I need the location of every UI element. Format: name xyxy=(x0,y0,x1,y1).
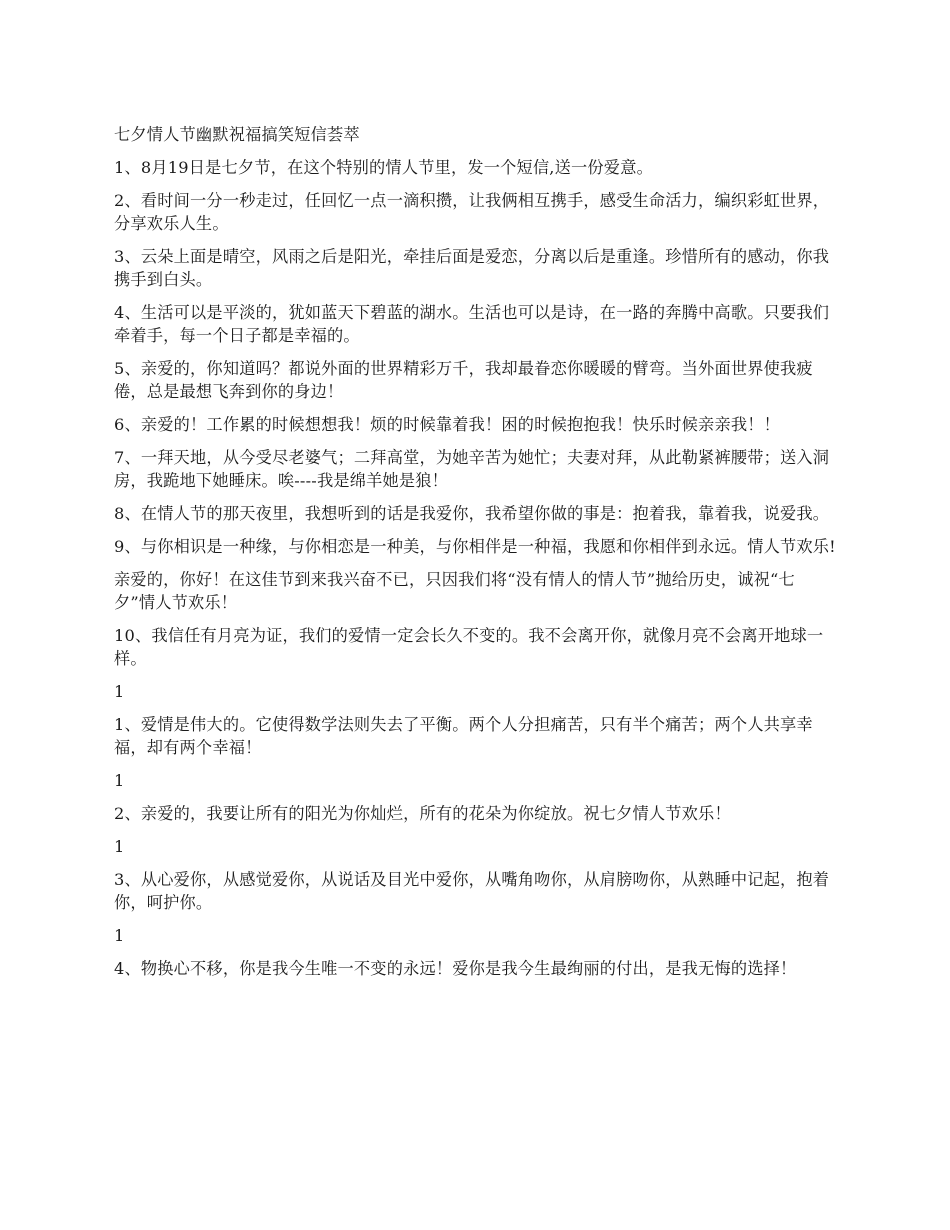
paragraph: 亲爱的，你好！在这佳节到来我兴奋不已，只因我们将“没有情人的情人节”抛给历史，诚祝“七夕”情人节欢乐！ xyxy=(114,570,795,612)
paragraph: 1 xyxy=(114,837,125,856)
paragraph: 4、物换心不移，你是我今生唯一不变的永远！爱你是我今生最绚丽的付出，是我无悔的选择！ xyxy=(114,959,797,978)
document-title: 七夕情人节幽默祝福搞笑短信荟萃 xyxy=(114,125,360,144)
paragraph: 5、亲爱的，你知道吗？都说外面的世界精彩万千，我却最眷恋你暖暖的臂弯。当外面世界使我疲倦，总是最想飞奔到你的身边！ xyxy=(114,359,813,401)
paragraph: 2、亲爱的，我要让所有的阳光为你灿烂，所有的花朵为你绽放。祝七夕情人节欢乐！ xyxy=(114,804,731,823)
paragraph: 2、看时间一分一秒走过，任回忆一点一滴积攒，让我俩相互携手，感受生命活力，编织彩虹世界，分享欢乐人生。 xyxy=(114,191,830,233)
paragraph: 1、8月19日是七夕节，在这个特别的情人节里，发一个短信,送一份爱意。 xyxy=(114,158,653,177)
document-body xyxy=(114,123,836,990)
paragraph: 6、亲爱的！工作累的时候想想我！烦的时候靠着我！困的时候抱抱我！快乐时候亲亲我！！ xyxy=(114,415,780,434)
paragraph: 9、与你相识是一种缘，与你相恋是一种美，与你相伴是一种福，我愿和你相伴到永远。情人节欢乐! xyxy=(114,537,836,556)
paragraph: 3、从心爱你，从感觉爱你，从说话及目光中爱你，从嘴角吻你，从肩膀吻你，从熟睡中记起，抱着你，呵护你。 xyxy=(114,870,830,912)
paragraph: 1 xyxy=(114,682,125,701)
paragraph: 8、在情人节的那天夜里，我想听到的话是我爱你，我希望你做的事是：抱着我，靠着我，说爱我。 xyxy=(114,504,830,523)
paragraph: 3、云朵上面是晴空，风雨之后是阳光，牵挂后面是爱恋，分离以后是重逢。珍惜所有的感动，你我携手到白头。 xyxy=(114,247,830,289)
paragraph: 10、我信任有月亮为证，我们的爱情一定会长久不变的。我不会离开你，就像月亮不会离开地球一样。 xyxy=(114,626,824,668)
paragraph: 7、一拜天地，从今受尽老婆气；二拜高堂，为她辛苦为她忙；夫妻对拜，从此勒紧裤腰带；送入洞房，我跪地下她睡床。唉----我是绵羊她是狼！ xyxy=(114,448,830,490)
paragraph: 1 xyxy=(114,926,125,945)
paragraph: 1、爱情是伟大的。它使得数学法则失去了平衡。两个人分担痛苦，只有半个痛苦；两个人共享幸福，却有两个幸福！ xyxy=(114,715,813,757)
paragraph: 1 xyxy=(114,771,125,790)
paragraph: 4、生活可以是平淡的，犹如蓝天下碧蓝的湖水。生活也可以是诗，在一路的奔腾中高歌。只要我们牵着手，每一个日子都是幸福的。 xyxy=(114,303,830,345)
